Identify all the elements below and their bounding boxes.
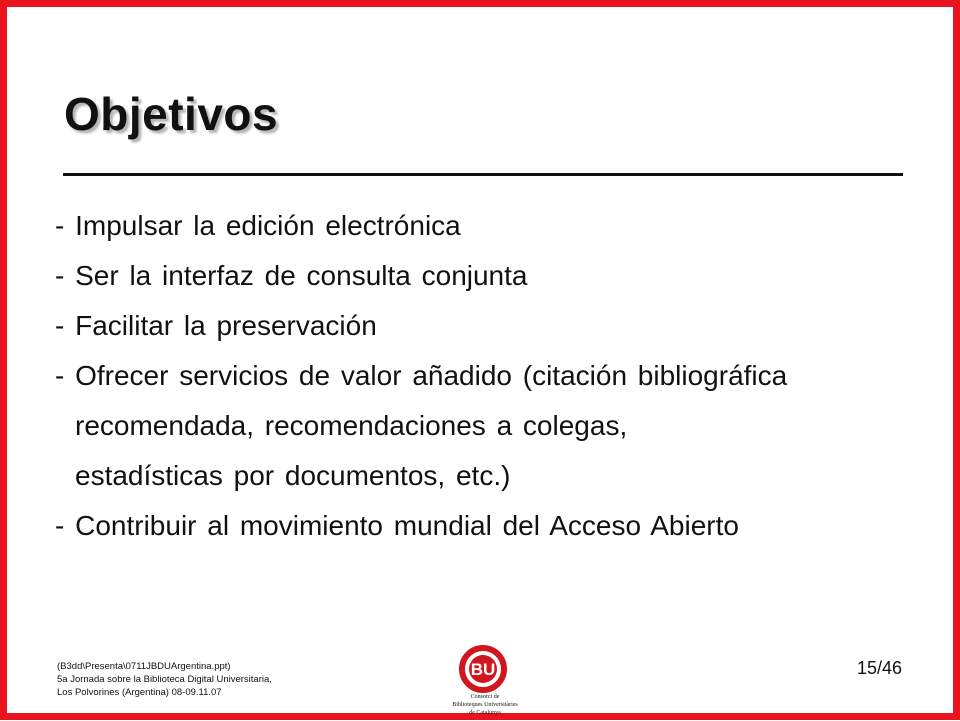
logo-mark: BU xyxy=(470,660,496,679)
footer-location-date: Los Polvorines (Argentina) 08-09.11.07 xyxy=(57,687,222,698)
list-item-continuation: estadísticas por documentos, etc.) xyxy=(75,460,511,491)
list-item: - Ser la interfaz de consulta conjunta xyxy=(55,260,528,291)
footer-file-path: (B3dd\Presenta\0711JBDUArgentina.ppt) xyxy=(57,661,231,672)
logo-caption-1: Consorci de xyxy=(470,694,500,700)
list-item: - Impulsar la edición electrónica xyxy=(55,210,461,241)
list-item: - Contribuir al movimiento mundial del Acceso Abierto xyxy=(55,510,739,541)
logo-caption-2: Biblioteques Universitàries xyxy=(452,702,518,708)
footer-source xyxy=(57,660,272,699)
cbuc-logo xyxy=(439,645,549,721)
list-item: - Ofrecer servicios de valor añadido (citación bibliográfica xyxy=(55,360,788,391)
objectives-list xyxy=(55,203,787,553)
slide-title: Objetivos xyxy=(64,88,279,140)
page-number: 15/46 xyxy=(857,658,903,678)
footer-event: 5a Jornada sobre la Biblioteca Digital Universitaria, xyxy=(57,674,272,685)
list-item: - Facilitar la preservación xyxy=(55,310,377,341)
logo-caption-3: de Catalunya xyxy=(469,710,501,716)
list-item-continuation: recomendada, recomendaciones a colegas, xyxy=(75,410,628,441)
title-underline xyxy=(63,173,903,176)
